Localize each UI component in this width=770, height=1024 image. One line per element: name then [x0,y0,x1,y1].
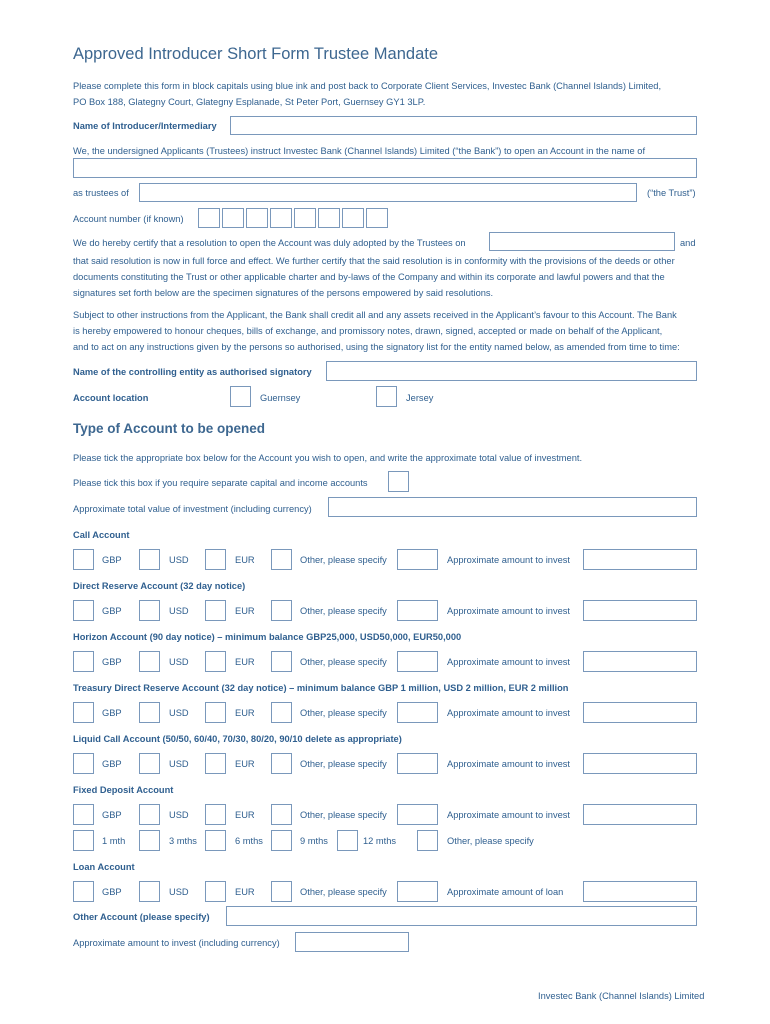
liquid-call-currency-label: EUR [235,759,255,769]
liquid-call-other-currency-field[interactable] [397,753,438,774]
treasury-currency-label: USD [169,708,189,718]
horizon-amount-label: Approximate amount to invest [447,657,570,667]
call-other-currency-field[interactable] [397,549,438,570]
horizon-currency-checkbox-3[interactable] [205,651,226,672]
direct-reserve-currency-label: EUR [235,606,255,616]
trust-suffix: (“the Trust”) [647,188,696,198]
fixed-deposit-term-label: Other, please specify [447,836,534,846]
horizon-amount-field[interactable] [583,651,697,672]
loan-currency-label: GBP [102,887,122,897]
account-type-heading: Type of Account to be opened [73,421,265,436]
fixed-deposit-other-currency-field[interactable] [397,804,438,825]
account-number-label: Account number (if known) [73,214,184,224]
loan-currency-checkbox-2[interactable] [139,881,160,902]
fixed-deposit-currency-label: GBP [102,810,122,820]
horizon-currency-label: USD [169,657,189,667]
fixed-deposit-amount-label: Approximate amount to invest [447,810,570,820]
horizon-currency-checkbox-1[interactable] [73,651,94,672]
direct-reserve-amount-field[interactable] [583,600,697,621]
page-title: Approved Introducer Short Form Trustee Mandate [73,45,439,63]
fixed-deposit-currency-label: USD [169,810,189,820]
guernsey-checkbox[interactable] [230,386,251,407]
treasury-account-title: Treasury Direct Reserve Account (32 day notice) – minimum balance GBP 1 million, USD 2 million, EUR 2 million [73,683,569,693]
horizon-other-currency-field[interactable] [397,651,438,672]
treasury-currency-label: Other, please specify [300,708,387,718]
account-number-digit-7[interactable] [342,208,364,228]
liquid-call-currency-checkbox-2[interactable] [139,753,160,774]
subject-line: is hereby empowered to honour cheques, bills of exchange, and promissory notes, drawn, signed, accepted or made on behalf of the Applicant, [73,326,663,336]
controlling-entity-field[interactable] [326,361,697,381]
jersey-label: Jersey [406,393,434,403]
fixed-deposit-term-label: 1 mth [102,836,126,846]
account-number-digit-3[interactable] [246,208,268,228]
other-invest-field[interactable] [295,932,409,952]
fixed-deposit-currency-checkbox-4[interactable] [271,804,292,825]
loan-amount-field[interactable] [583,881,697,902]
direct-reserve-currency-checkbox-1[interactable] [73,600,94,621]
subject-line: Subject to other instructions from the Applicant, the Bank shall credit all and any assets received in the Applicant’s favour to this Account. The Bank [73,310,677,320]
subject-paragraph [73,307,703,355]
liquid-call-currency-checkbox-1[interactable] [73,753,94,774]
other-account-field[interactable] [226,906,697,926]
account-number-digit-5[interactable] [294,208,316,228]
call-currency-label: EUR [235,555,255,565]
direct-reserve-amount-label: Approximate amount to invest [447,606,570,616]
certify-line: that said resolution is now in full force and effect. We further certify that the said resolution is in conformity with the provisions of the deeds or other [73,256,675,266]
fixed-deposit-term-checkbox-2[interactable] [139,830,160,851]
fixed-deposit-currency-checkbox-2[interactable] [139,804,160,825]
resolution-date-field[interactable] [489,232,675,251]
account-location-label: Account location [73,393,149,403]
account-number-digit-1[interactable] [198,208,220,228]
other-invest-label: Approximate amount to invest (including currency) [73,938,280,948]
call-amount-label: Approximate amount to invest [447,555,570,565]
horizon-currency-label: Other, please specify [300,657,387,667]
direct-reserve-currency-checkbox-2[interactable] [139,600,160,621]
direct-reserve-currency-label: USD [169,606,189,616]
horizon-currency-checkbox-4[interactable] [271,651,292,672]
treasury-currency-label: GBP [102,708,122,718]
certify-paragraph [73,253,703,301]
trustees-label: as trustees of [73,188,129,198]
account-type-instructions: Please tick the appropriate box below for the Account you wish to open, and write the approximate total value of investment. [73,453,583,463]
direct-reserve-currency-checkbox-3[interactable] [205,600,226,621]
call-currency-checkbox-2[interactable] [139,549,160,570]
horizon-currency-label: GBP [102,657,122,667]
loan-currency-checkbox-4[interactable] [271,881,292,902]
account-number-digit-2[interactable] [222,208,244,228]
treasury-currency-label: EUR [235,708,255,718]
loan-currency-label: Other, please specify [300,887,387,897]
treasury-currency-checkbox-4[interactable] [271,702,292,723]
direct-reserve-currency-label: Other, please specify [300,606,387,616]
liquid-call-currency-checkbox-4[interactable] [271,753,292,774]
liquid-call-account-title: Liquid Call Account (50/50, 60/40, 70/30, 80/20, 90/10 delete as appropriate) [73,734,402,744]
loan-currency-checkbox-1[interactable] [73,881,94,902]
fixed-deposit-term-label: 12 mths [363,836,397,846]
fixed-deposit-currency-checkbox-1[interactable] [73,804,94,825]
fixed-deposit-currency-label: Other, please specify [300,810,387,820]
guernsey-label: Guernsey [260,393,301,403]
treasury-amount-label: Approximate amount to invest [447,708,570,718]
controlling-entity-label: Name of the controlling entity as authorised signatory [73,367,312,377]
other-account-label: Other Account (please specify) [73,912,210,922]
liquid-call-currency-label: USD [169,759,189,769]
account-number-digit-6[interactable] [318,208,340,228]
call-currency-checkbox-4[interactable] [271,549,292,570]
fixed-deposit-amount-field[interactable] [583,804,697,825]
fixed-deposit-currency-checkbox-3[interactable] [205,804,226,825]
applicants-text: We, the undersigned Applicants (Trustees) instruct Investec Bank (Channel Islands) Limited (“the Bank”) to open an Account in the name of [73,146,646,156]
account-number-digit-8[interactable] [366,208,388,228]
introducer-field[interactable] [230,116,697,135]
fixed-deposit-term-label: 6 mths [235,836,263,846]
loan-currency-label: EUR [235,887,255,897]
horizon-currency-checkbox-2[interactable] [139,651,160,672]
treasury-currency-checkbox-1[interactable] [73,702,94,723]
separate-accounts-checkbox[interactable] [388,471,409,492]
loan-currency-checkbox-3[interactable] [205,881,226,902]
subject-line: and to act on any instructions given by the persons so authorised, using the signatory list for the entity named below, as amended from time to time: [73,342,680,352]
liquid-call-currency-checkbox-3[interactable] [205,753,226,774]
liquid-call-amount-label: Approximate amount to invest [447,759,570,769]
fixed-deposit-term-label: 3 mths [169,836,197,846]
treasury-currency-checkbox-2[interactable] [139,702,160,723]
direct-reserve-account-title: Direct Reserve Account (32 day notice) [73,581,246,591]
direct-reserve-currency-label: GBP [102,606,122,616]
loan-amount-label: Approximate amount of loan [447,887,564,897]
separate-accounts-label: Please tick this box if you require separate capital and income accounts [73,478,368,488]
certify-and: and [680,238,696,248]
liquid-call-currency-label: GBP [102,759,122,769]
call-amount-field[interactable] [583,549,697,570]
call-currency-label: GBP [102,555,122,565]
call-currency-checkbox-1[interactable] [73,549,94,570]
fixed-deposit-term-checkbox-3[interactable] [205,830,226,851]
certify-text: We do hereby certify that a resolution to open the Account was duly adopted by the Trustees on [73,238,466,248]
intro-text [73,78,703,110]
fixed-deposit-term-checkbox-6[interactable] [417,830,438,851]
loan-other-currency-field[interactable] [397,881,438,902]
fixed-deposit-currency-label: EUR [235,810,255,820]
fixed-deposit-term-checkbox-5[interactable] [337,830,358,851]
account-name-field[interactable] [73,158,697,178]
treasury-other-currency-field[interactable] [397,702,438,723]
horizon-account-title: Horizon Account (90 day notice) – minimum balance GBP25,000, USD50,000, EUR50,000 [73,632,462,642]
account-number-digit-4[interactable] [270,208,292,228]
horizon-currency-label: EUR [235,657,255,667]
liquid-call-currency-label: Other, please specify [300,759,387,769]
fixed-deposit-term-checkbox-4[interactable] [271,830,292,851]
direct-reserve-other-currency-field[interactable] [397,600,438,621]
loan-account-title: Loan Account [73,862,135,872]
call-currency-label: USD [169,555,189,565]
fixed-deposit-term-label: 9 mths [300,836,328,846]
loan-currency-label: USD [169,887,189,897]
intro-line: Please complete this form in block capitals using blue ink and post back to Corporate Client Services, Investec Bank (Channel Islands) Limited, [73,81,662,91]
certify-line: signatures set forth below are the specimen signatures of the persons empowered by said resolutions. [73,288,494,298]
fixed-deposit-account-title: Fixed Deposit Account [73,785,174,795]
call-account-title: Call Account [73,530,130,540]
certify-line: documents constituting the Trust or other applicable charter and by-laws of the Company and within its corporate and lawful powers and that the [73,272,665,282]
footer-text: Investec Bank (Channel Islands) Limited [538,991,705,1001]
trust-name-field[interactable] [139,183,637,202]
treasury-currency-checkbox-3[interactable] [205,702,226,723]
liquid-call-amount-field[interactable] [583,753,697,774]
call-currency-checkbox-3[interactable] [205,549,226,570]
treasury-amount-field[interactable] [583,702,697,723]
approx-total-label: Approximate total value of investment (including currency) [73,504,312,514]
approx-total-field[interactable] [328,497,697,517]
introducer-label: Name of Introducer/Intermediary [73,121,217,131]
intro-line: PO Box 188, Glategny Court, Glategny Esplanade, St Peter Port, Guernsey GY1 3LP. [73,97,426,107]
direct-reserve-currency-checkbox-4[interactable] [271,600,292,621]
fixed-deposit-term-checkbox-1[interactable] [73,830,94,851]
call-currency-label: Other, please specify [300,555,387,565]
jersey-checkbox[interactable] [376,386,397,407]
